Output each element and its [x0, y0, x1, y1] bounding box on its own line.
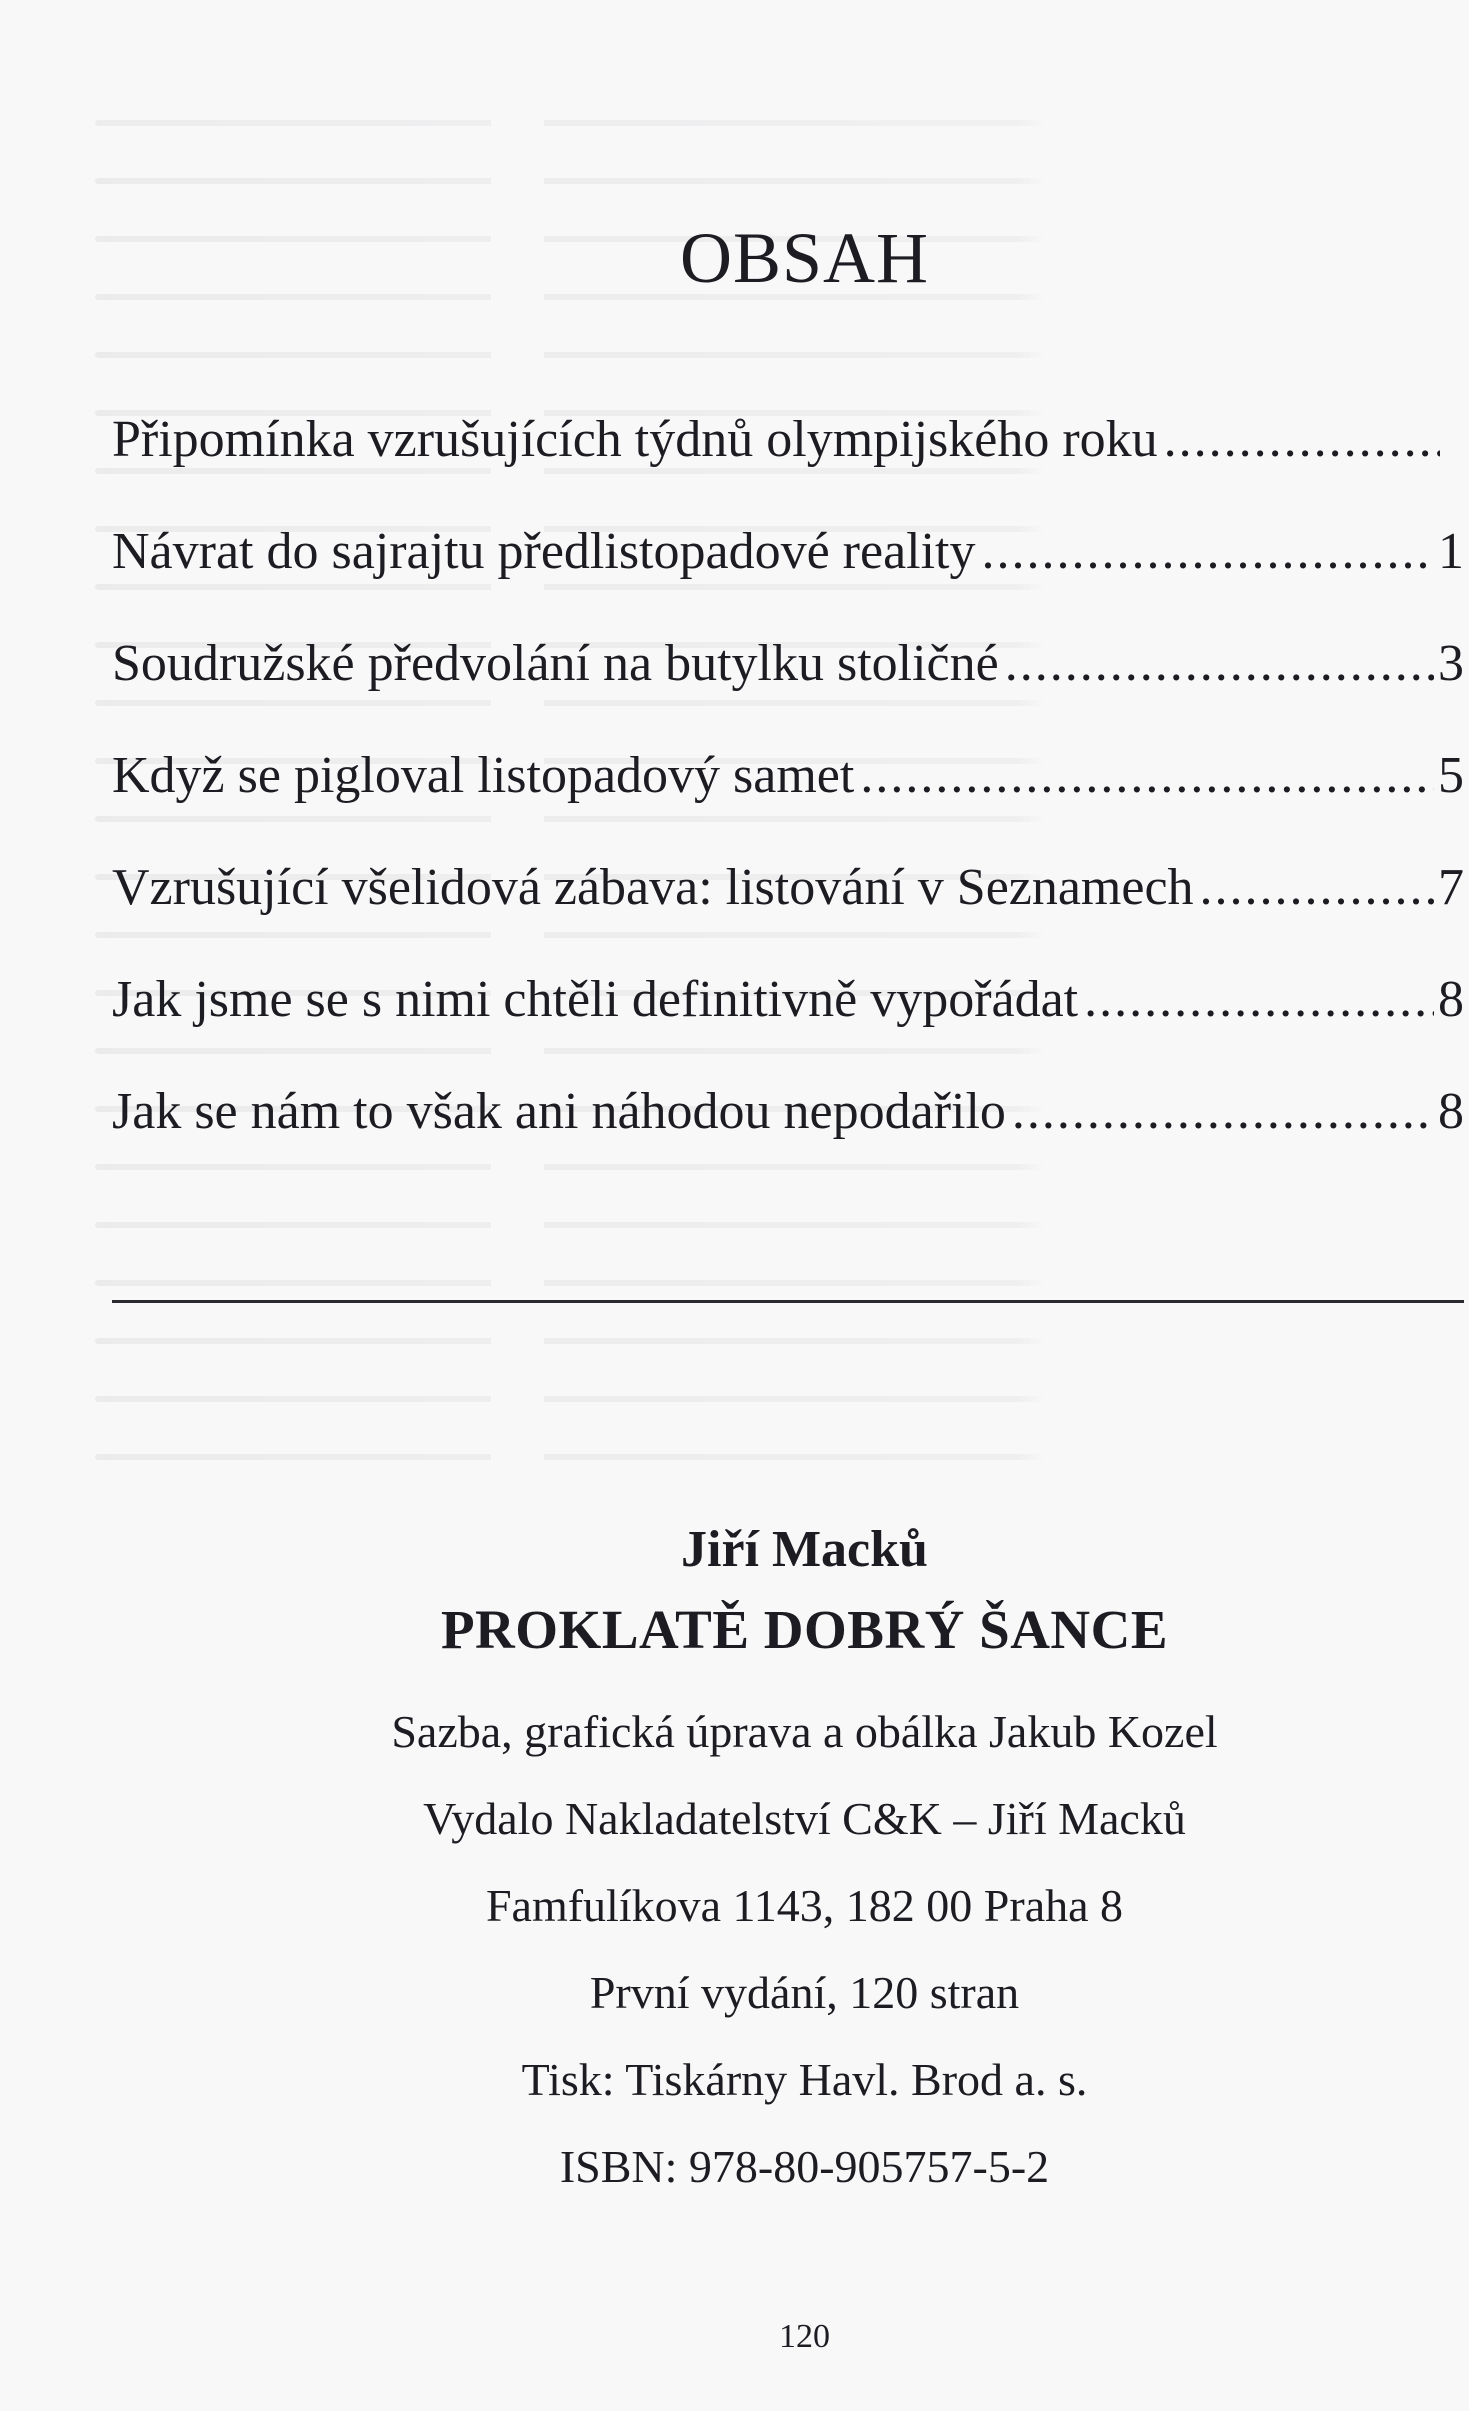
toc-entry	[112, 405, 1464, 517]
toc-entry-page: 8	[1438, 971, 1464, 1028]
toc-leader-dots	[1005, 629, 1434, 699]
imprint-line: Famfulíkova 1143, 182 00 Praha 8	[485, 1880, 1124, 1931]
toc-title: OBSAH	[679, 218, 930, 298]
toc-entry-label: Soudružské předvolání na butylku stoličné	[112, 635, 999, 692]
toc-entry-label: Připomínka vzrušujících týdnů olympijského roku	[112, 411, 1158, 468]
toc-leader-dots	[1164, 405, 1440, 475]
table-of-contents	[112, 405, 1464, 1189]
toc-entry-page: 1	[1438, 523, 1464, 580]
toc-entry	[112, 1077, 1464, 1189]
toc-entry-label: Jak jsme se s nimi chtěli definitivně vypořádat	[112, 971, 1079, 1028]
toc-entry-label: Když se pigloval listopadový samet	[112, 747, 855, 804]
toc-entry-page: 5	[1438, 747, 1464, 804]
toc-entry-label: Návrat do sajrajtu předlistopadové reality	[112, 523, 976, 580]
toc-entry-page: 7	[1438, 859, 1464, 916]
page-number: 120	[779, 2318, 830, 2355]
toc-leader-dots	[860, 741, 1434, 811]
toc-entry	[112, 629, 1464, 741]
horizontal-divider	[112, 1300, 1464, 1303]
imprint-line: Vydalo Nakladatelství C&K – Jiří Macků	[423, 1793, 1186, 1844]
toc-entry	[112, 517, 1464, 629]
toc-leader-dots	[1200, 853, 1434, 923]
imprint-line: Tisk: Tiskárny Havl. Brod a. s.	[521, 2054, 1088, 2105]
imprint-book-title: PROKLATĚ DOBRÝ ŠANCE	[440, 1599, 1169, 1660]
toc-entry	[112, 853, 1464, 965]
imprint-line: ISBN: 978-80-905757-5-2	[559, 2141, 1050, 2192]
imprint-block	[0, 1510, 1469, 2210]
toc-entry	[112, 965, 1464, 1077]
toc-leader-dots	[1084, 965, 1434, 1035]
toc-entry-page: 3	[1438, 635, 1464, 692]
imprint-line: První vydání, 120 stran	[589, 1967, 1020, 2018]
toc-entry	[112, 741, 1464, 853]
toc-leader-dots	[981, 517, 1434, 587]
toc-entry-label: Vzrušující všelidová zábava: listování v Seznamech	[112, 859, 1194, 916]
imprint-author: Jiří Macků	[681, 1521, 928, 1578]
toc-entry-page: 8	[1438, 1083, 1464, 1140]
toc-entry-label: Jak se nám to však ani náhodou nepodařilo	[112, 1083, 1006, 1140]
toc-leader-dots	[1012, 1077, 1434, 1147]
imprint-line: Sazba, grafická úprava a obálka Jakub Kozel	[391, 1706, 1218, 1757]
